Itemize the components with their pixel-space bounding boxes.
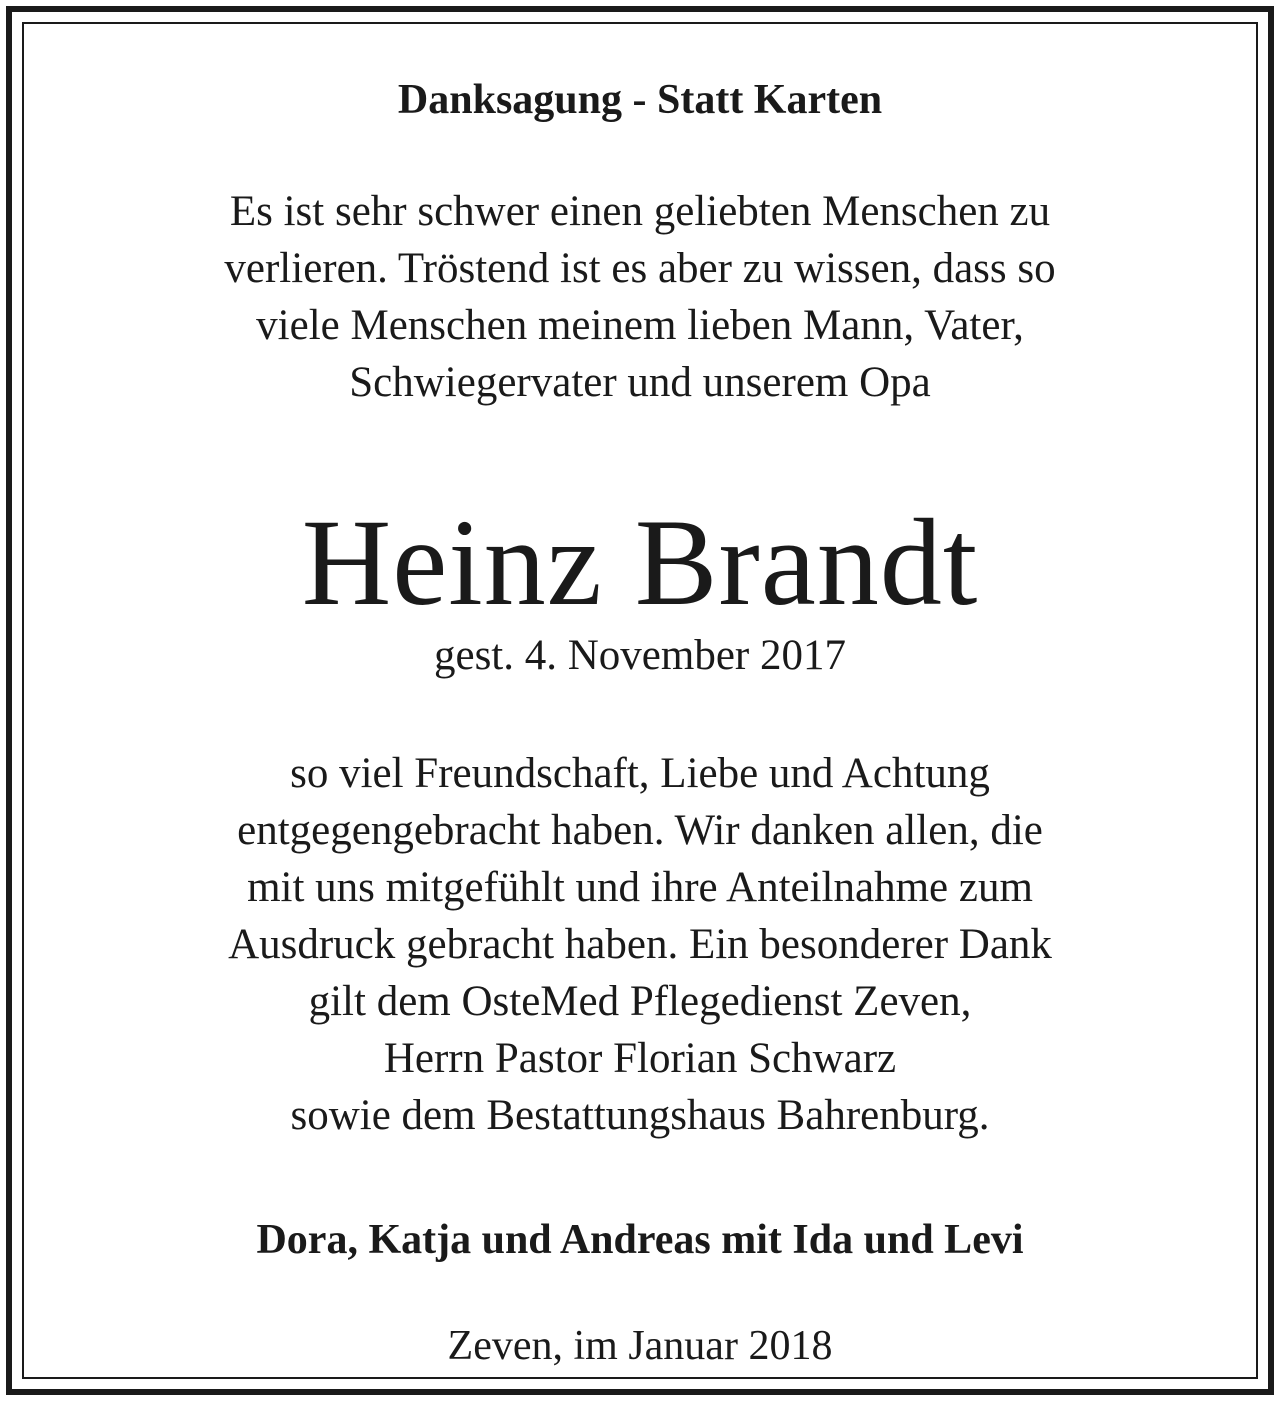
intro-line: viele Menschen meinem lieben Mann, Vater, [256, 302, 1024, 349]
intro-line: Es ist sehr schwer einen geliebten Menschen zu [229, 188, 1051, 235]
date-of-death: gest. 4. November 2017 [433, 632, 846, 679]
notice-heading: Danksagung - Statt Karten [397, 77, 883, 123]
deceased-name: Heinz Brandt [301, 494, 979, 631]
thanks-paragraph [0, 745, 1280, 1144]
thanks-line: Herrn Pastor Florian Schwarz [383, 1035, 897, 1082]
intro-line: Schwiegervater und unserem Opa [349, 359, 931, 406]
thanks-line: gilt dem OsteMed Pflegedienst Zeven, [308, 978, 972, 1025]
thanks-line: Ausdruck gebracht haben. Ein besonderer Dank [228, 921, 1052, 968]
thanks-line: so viel Freundschaft, Liebe und Achtung [290, 750, 990, 797]
thanks-line: entgegengebracht haben. Wir danken allen, die [237, 807, 1043, 854]
intro-line: verlieren. Tröstend ist es aber zu wissen, dass so [224, 245, 1056, 292]
intro-paragraph [0, 183, 1280, 411]
thanks-line: mit uns mitgefühlt und ihre Anteilnahme zum [247, 864, 1033, 911]
signers: Dora, Katja und Andreas mit Ida und Levi [256, 1217, 1024, 1263]
thanks-line: sowie dem Bestattungshaus Bahrenburg. [290, 1092, 990, 1139]
place-and-date: Zeven, im Januar 2018 [447, 1323, 833, 1369]
